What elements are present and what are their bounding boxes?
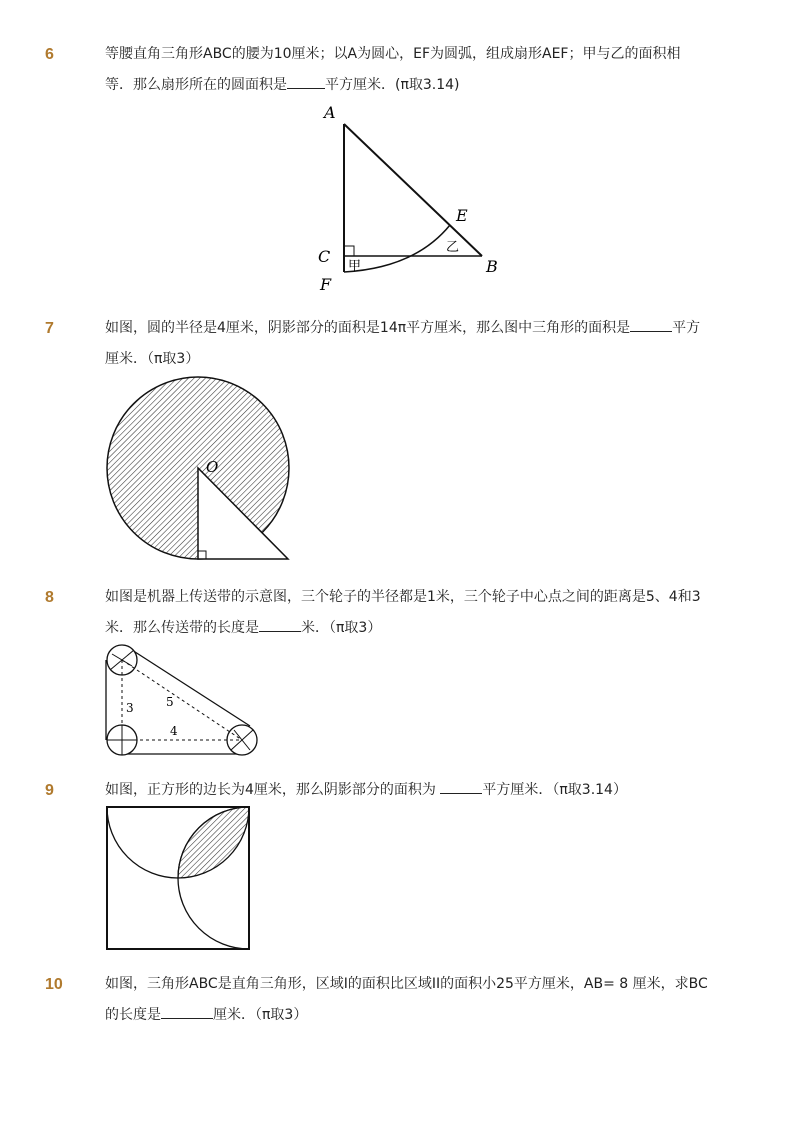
vertex-label-a: A	[324, 103, 336, 122]
question-7-line-1: 如图，圆的半径是4厘米，阴影部分的面积是14π平方厘米，那么图中三角形的面积是 平方	[105, 313, 725, 344]
answer-blank-9[interactable]	[440, 777, 482, 794]
question-9-line-1: 如图，正方形的边长为4厘米，那么阴影部分的面积为 平方厘米．（π取3.14）	[105, 775, 725, 806]
figure-circle-with-triangle	[100, 370, 300, 570]
answer-blank-8[interactable]	[259, 615, 301, 632]
question-8-line-1: 如图是机器上传送带的示意图，三个轮子的半径都是1米，三个轮子中心点之间的距离是5、4和3	[105, 589, 701, 605]
figure-conveyor-belt	[100, 642, 265, 757]
question-10-line-2: 的长度是 厘米．（π取3）	[105, 1000, 725, 1031]
question-number-7: 7	[45, 320, 54, 337]
question-7-line-2: 厘米．（π取3）	[105, 351, 200, 367]
question-6-text	[105, 39, 725, 101]
question-number-9: 9	[45, 782, 54, 799]
figure-square-with-arcs	[100, 800, 255, 952]
question-8-text	[105, 582, 725, 644]
question-8-line-2: 米．那么传送带的长度是 米．（π取3）	[105, 613, 725, 644]
answer-blank-10[interactable]	[161, 1002, 213, 1019]
figure-isosceles-right-triangle	[310, 100, 510, 300]
vertex-label-c: C	[318, 247, 331, 266]
distance-label-5: 5	[166, 695, 174, 709]
question-6-line-2: 等．那么扇形所在的圆面积是 平方厘米．(π取3.14)	[105, 70, 725, 101]
vertex-label-b: B	[486, 257, 498, 276]
question-7-text	[105, 313, 725, 375]
distance-label-4: 4	[170, 724, 178, 738]
region-label-jia: 甲	[348, 259, 362, 274]
vertex-label-f: F	[320, 275, 332, 294]
answer-blank-7[interactable]	[630, 315, 672, 332]
question-number-10: 10	[45, 976, 63, 993]
question-6-line-1: 等腰直角三角形ABC的腰为10厘米；以A为圆心，EF为圆弧，组成扇形AEF；甲与乙的面积相	[105, 46, 681, 62]
question-10-text	[105, 969, 725, 1031]
center-label-o: O	[206, 458, 219, 476]
question-10-line-1: 如图，三角形ABC是直角三角形，区域I的面积比区域II的面积小25平方厘米，AB= 8 厘米，求BC	[105, 976, 708, 992]
region-label-yi: 乙	[446, 240, 460, 255]
vertex-label-e: E	[456, 206, 468, 225]
distance-label-3: 3	[126, 701, 134, 715]
question-number-8: 8	[45, 589, 54, 606]
question-number-6: 6	[45, 46, 54, 63]
answer-blank-6[interactable]	[287, 72, 325, 89]
